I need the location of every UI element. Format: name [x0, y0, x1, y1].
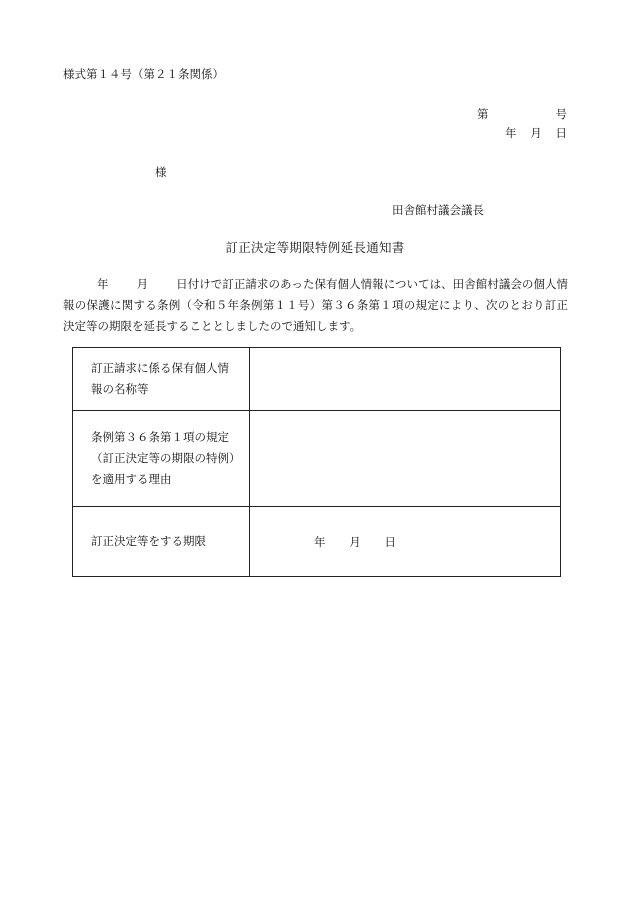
issue-date-day: 日 [555, 126, 567, 140]
deadline-date [314, 534, 396, 550]
reason-field[interactable] [250, 411, 561, 507]
recipient-honorific: 様 [155, 165, 167, 179]
form-number: 様式第１４号（第２１条関係） [63, 67, 224, 81]
document-number-suffix: 号 [555, 107, 567, 121]
body-text: 日付けで訂正請求のあった保有個人情報については、田舎館村議会の個人情報の保護に関する条例（令和５年条例第１１号）第３６条第１項の規定により、次のとおり訂正決定等の期限を延長することとしましたので通知します。 [63, 277, 569, 333]
body-paragraph [63, 274, 568, 337]
document-number-line [477, 106, 567, 122]
deadline-year: 年 [314, 534, 326, 549]
reason-label: 条例第３６条第１項の規定（訂正決定等の期限の特例）を適用する理由 [73, 411, 250, 507]
deadline-day: 日 [384, 534, 396, 549]
issue-date-line [505, 125, 567, 141]
document-title: 訂正決定等期限特例延長通知書 [225, 240, 405, 255]
info-name-label: 訂正請求に係る保有個人情報の名称等 [73, 348, 250, 411]
body-year: 年 [97, 277, 109, 291]
issue-date-year: 年 [505, 126, 517, 140]
deadline-field[interactable] [250, 507, 561, 577]
table-row [73, 348, 561, 411]
info-table [72, 347, 561, 577]
table-row [73, 411, 561, 507]
deadline-month: 月 [349, 534, 361, 549]
issuer-name: 田舎館村議会議長 [392, 203, 484, 217]
issue-date-month: 月 [530, 126, 542, 140]
info-name-field[interactable] [250, 348, 561, 411]
document-number-prefix: 第 [477, 107, 489, 121]
table-row [73, 507, 561, 577]
deadline-label: 訂正決定等をする期限 [73, 507, 250, 577]
body-month: 月 [136, 277, 149, 291]
